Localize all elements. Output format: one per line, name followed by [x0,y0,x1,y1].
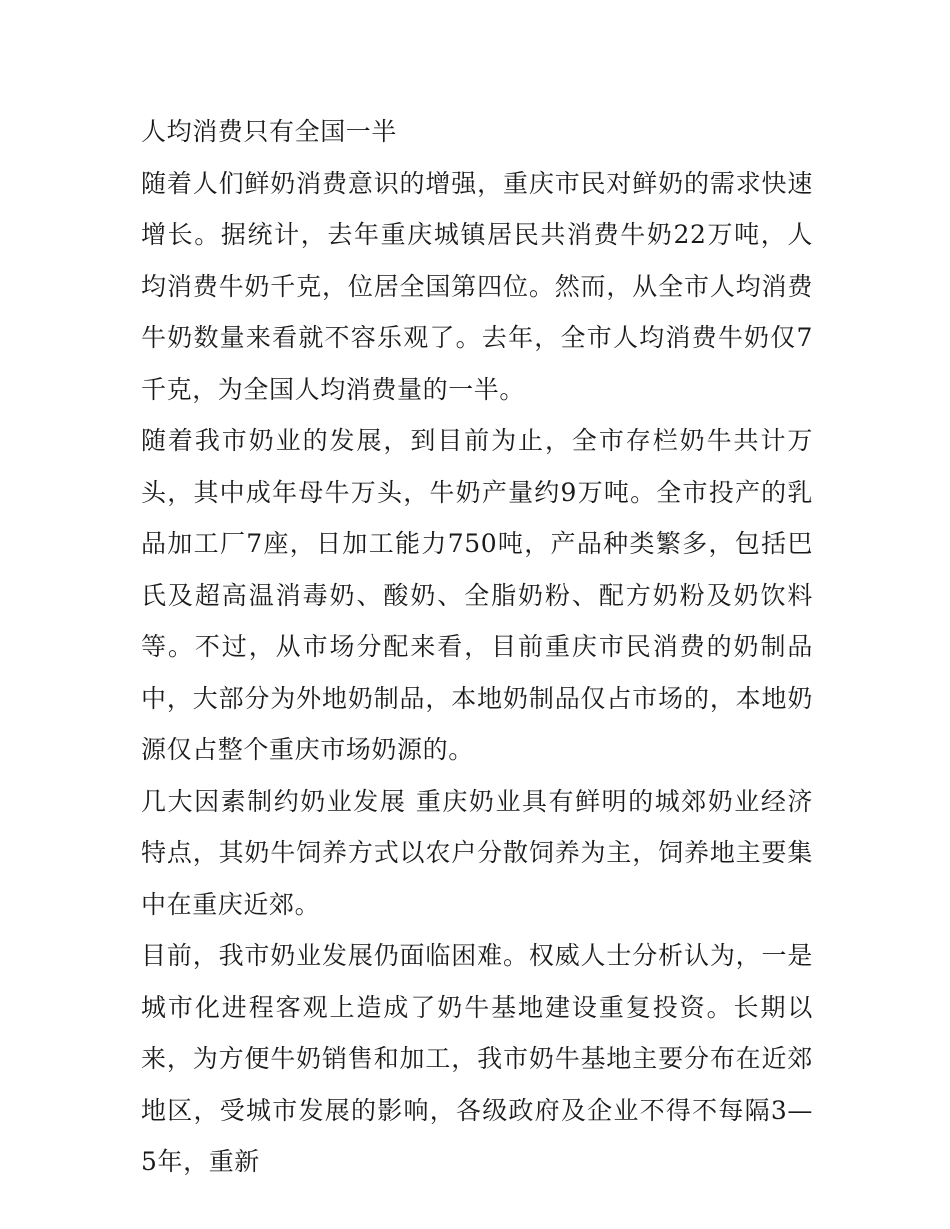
section-heading: 人均消费只有全国一半 [141,117,398,146]
document-body [141,106,813,1188]
paragraph-difficulties: 目前，我市奶业发展仍面临困难。权威人士分析认为，一是城市化进程客观上造成了奶牛基地建设重复投资。长期以来，为方便牛奶销售和加工，我市奶牛基地主要分布在近郊地区，受城市发展的影响，各级政府及企业不得不每隔3—5年，重新 [141,941,813,1176]
paragraph-consumption: 随着人们鲜奶消费意识的增强，重庆市民对鲜奶的需求快速增长。据统计，去年重庆城镇居民共消费牛奶22万吨，人均消费牛奶千克，位居全国第四位。然而，从全市人均消费牛奶数量来看就不容乐观了。去年，全市人均消费牛奶仅7千克，为全国人均消费量的一半。 [141,168,813,404]
paragraph-factors: 几大因素制约奶业发展 重庆奶业具有鲜明的城郊奶业经济特点，其奶牛饲养方式以农户分散饲养为主，饲养地主要集中在重庆近郊。 [141,786,813,919]
paragraph-industry: 随着我市奶业的发展，到目前为止，全市存栏奶牛共计万头，其中成年母牛万头，牛奶产量约9万吨。全市投产的乳品加工厂7座，日加工能力750吨，产品种类繁多，包括巴氏及超高温消毒奶、酸奶、全脂奶粉、配方奶粉及奶饮料等。不过，从市场分配来看，目前重庆市民消费的奶制品中，大部分为外地奶制品，本地奶制品仅占市场的，本地奶源仅占整个重庆市场奶源的。 [141,426,813,764]
